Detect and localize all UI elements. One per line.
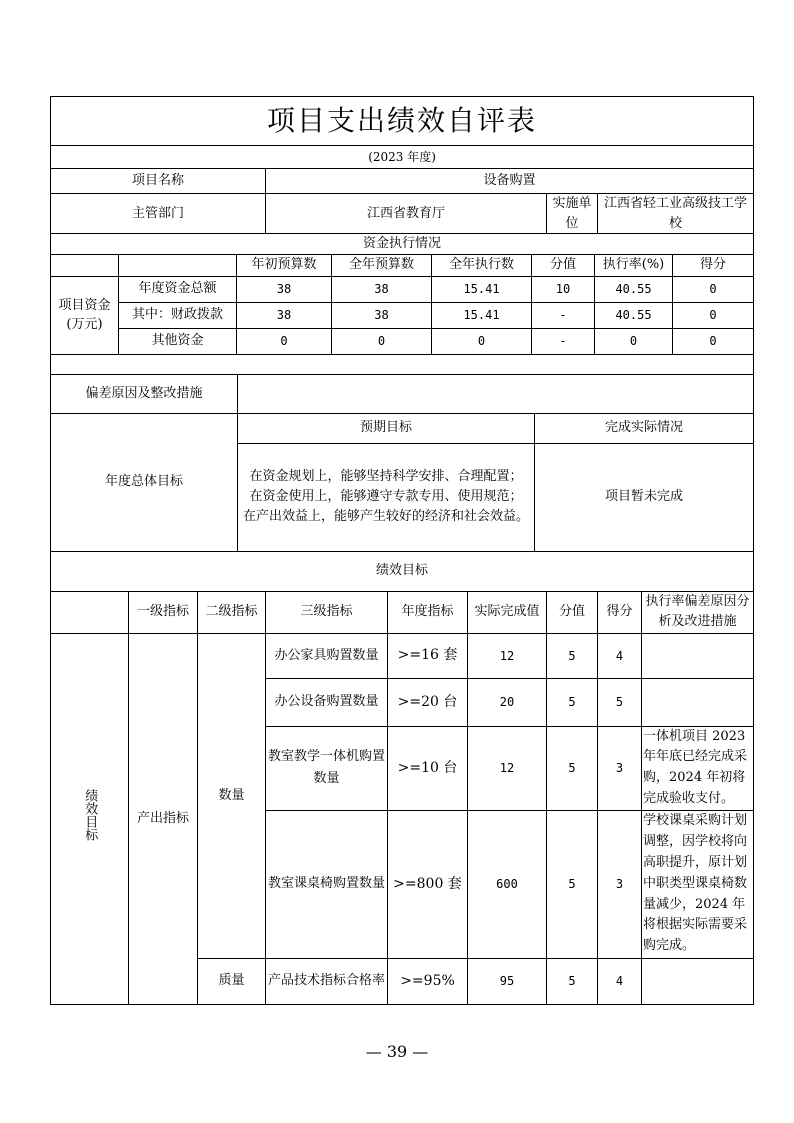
funds-group-label-line: (万元) bbox=[66, 317, 103, 332]
indicator-note bbox=[642, 678, 754, 726]
indicator-score-max: 5 bbox=[547, 633, 598, 678]
expected-goal-line: 在产出效益上，能够产生较好的经济和社会效益。 bbox=[242, 509, 529, 525]
expected-goal-label: 预期目标 bbox=[238, 413, 535, 443]
goal-table bbox=[50, 374, 754, 592]
funds-cell: 0 bbox=[673, 328, 754, 354]
funds-row-label: 年度资金总额 bbox=[119, 276, 237, 302]
impl-label: 实施单位 bbox=[547, 194, 598, 234]
indicator-target: >=95% bbox=[388, 958, 468, 1004]
indicator-note bbox=[642, 958, 754, 1004]
funds-cell: 0 bbox=[332, 328, 432, 354]
form-title: 项目支出绩效自评表 bbox=[51, 97, 754, 146]
funds-cell: 0 bbox=[432, 328, 532, 354]
funds-table bbox=[50, 233, 754, 375]
indicator-name: 教室教学一体机购置数量 bbox=[266, 726, 388, 810]
project-name-value: 设备购置 bbox=[266, 169, 754, 194]
perf-side-label bbox=[51, 633, 129, 1004]
annual-goal-label: 年度总体目标 bbox=[51, 413, 238, 551]
funds-cell: 38 bbox=[332, 276, 432, 302]
funds-cell: - bbox=[532, 302, 595, 328]
perf-side-label-text: 绩效目标 bbox=[82, 789, 98, 842]
funds-cell: 38 bbox=[237, 276, 332, 302]
funds-cell: 0 bbox=[595, 328, 673, 354]
indicator-score: 5 bbox=[598, 678, 642, 726]
perf-header-blank bbox=[51, 591, 129, 633]
indicator-actual: 12 bbox=[468, 726, 547, 810]
funds-header: 得分 bbox=[673, 254, 754, 276]
funds-cell: - bbox=[532, 328, 595, 354]
evaluation-form bbox=[50, 96, 753, 1005]
indicator-target: >=800 套 bbox=[388, 810, 468, 958]
indicator-note: 一体机项目 2023 年年底已经完成采购，2024 年初将完成验收支付。 bbox=[642, 726, 754, 810]
funds-header-blank-2 bbox=[119, 254, 237, 276]
perf-header: 二级指标 bbox=[198, 591, 266, 633]
funds-cell: 40.55 bbox=[595, 302, 673, 328]
funds-group-label bbox=[51, 276, 119, 354]
funds-cell: 38 bbox=[237, 302, 332, 328]
funds-cell: 0 bbox=[237, 328, 332, 354]
expected-goal-line: 在资金使用上，能够遵守专款专用、使用规范； bbox=[249, 488, 523, 504]
indicator-name: 教室课桌椅购置数量 bbox=[266, 810, 388, 958]
funds-header: 年初预算数 bbox=[237, 254, 332, 276]
indicator-score: 4 bbox=[598, 633, 642, 678]
indicator-score-max: 5 bbox=[547, 810, 598, 958]
indicator-target: >=10 台 bbox=[388, 726, 468, 810]
funds-cell: 0 bbox=[673, 276, 754, 302]
perf-table bbox=[50, 591, 754, 1005]
evaluation-table bbox=[50, 96, 754, 234]
funds-header: 全年预算数 bbox=[332, 254, 432, 276]
level2-quantity: 数量 bbox=[198, 633, 266, 958]
indicator-note bbox=[642, 633, 754, 678]
actual-label: 完成实际情况 bbox=[535, 413, 754, 443]
expected-goal-line: 在资金规划上，能够坚持科学安排、合理配置； bbox=[249, 468, 523, 484]
funds-cell: 40.55 bbox=[595, 276, 673, 302]
perf-header: 三级指标 bbox=[266, 591, 388, 633]
indicator-score-max: 5 bbox=[547, 726, 598, 810]
indicator-score: 3 bbox=[598, 726, 642, 810]
fiscal-year: (2023 年度) bbox=[51, 146, 754, 169]
perf-header: 执行率偏差原因分析及改进措施 bbox=[642, 591, 754, 633]
funds-header: 执行率(%) bbox=[595, 254, 673, 276]
indicator-name: 办公家具购置数量 bbox=[266, 633, 388, 678]
funds-exec-label: 资金执行情况 bbox=[51, 234, 754, 255]
spacer-row bbox=[51, 354, 754, 374]
indicator-score: 4 bbox=[598, 958, 642, 1004]
funds-header: 全年执行数 bbox=[432, 254, 532, 276]
dept-label: 主管部门 bbox=[51, 194, 266, 234]
expected-goal-text bbox=[238, 443, 535, 551]
deviation-value bbox=[238, 374, 754, 413]
perf-header: 得分 bbox=[598, 591, 642, 633]
indicator-name: 办公设备购置数量 bbox=[266, 678, 388, 726]
indicator-target: >=20 台 bbox=[388, 678, 468, 726]
indicator-score-max: 5 bbox=[547, 678, 598, 726]
page-number: — 39 — bbox=[365, 1042, 429, 1061]
level2-quality: 质量 bbox=[198, 958, 266, 1004]
impl-value: 江西省轻工业高级技工学校 bbox=[598, 194, 754, 234]
funds-cell: 15.41 bbox=[432, 276, 532, 302]
funds-row-label: 其中：财政拨款 bbox=[119, 302, 237, 328]
indicator-actual: 20 bbox=[468, 678, 547, 726]
indicator-name: 产品技术指标合格率 bbox=[266, 958, 388, 1004]
indicator-actual: 12 bbox=[468, 633, 547, 678]
indicator-actual: 600 bbox=[468, 810, 547, 958]
indicator-score: 3 bbox=[598, 810, 642, 958]
funds-cell: 38 bbox=[332, 302, 432, 328]
perf-goal-label: 绩效目标 bbox=[51, 551, 754, 591]
perf-header: 一级指标 bbox=[129, 591, 198, 633]
actual-value: 项目暂未完成 bbox=[535, 443, 754, 551]
funds-group-label-line: 项目资金 bbox=[58, 297, 111, 313]
perf-header: 分值 bbox=[547, 591, 598, 633]
indicator-note: 学校课桌采购计划调整，因学校将向高职提升，原计划中职类型课桌椅数量减少，2024 年将根据实际需要采购完成。 bbox=[642, 810, 754, 958]
indicator-target: >=16 套 bbox=[388, 633, 468, 678]
deviation-label: 偏差原因及整改措施 bbox=[51, 374, 238, 413]
indicator-score-max: 5 bbox=[547, 958, 598, 1004]
perf-header: 实际完成值 bbox=[468, 591, 547, 633]
dept-value: 江西省教育厅 bbox=[266, 194, 547, 234]
perf-header: 年度指标 bbox=[388, 591, 468, 633]
project-name-label: 项目名称 bbox=[51, 169, 266, 194]
funds-header: 分值 bbox=[532, 254, 595, 276]
funds-cell: 10 bbox=[532, 276, 595, 302]
funds-row-label: 其他资金 bbox=[119, 328, 237, 354]
level1-label: 产出指标 bbox=[129, 633, 198, 1004]
funds-cell: 0 bbox=[673, 302, 754, 328]
indicator-actual: 95 bbox=[468, 958, 547, 1004]
funds-cell: 15.41 bbox=[432, 302, 532, 328]
funds-header-blank bbox=[51, 254, 119, 276]
